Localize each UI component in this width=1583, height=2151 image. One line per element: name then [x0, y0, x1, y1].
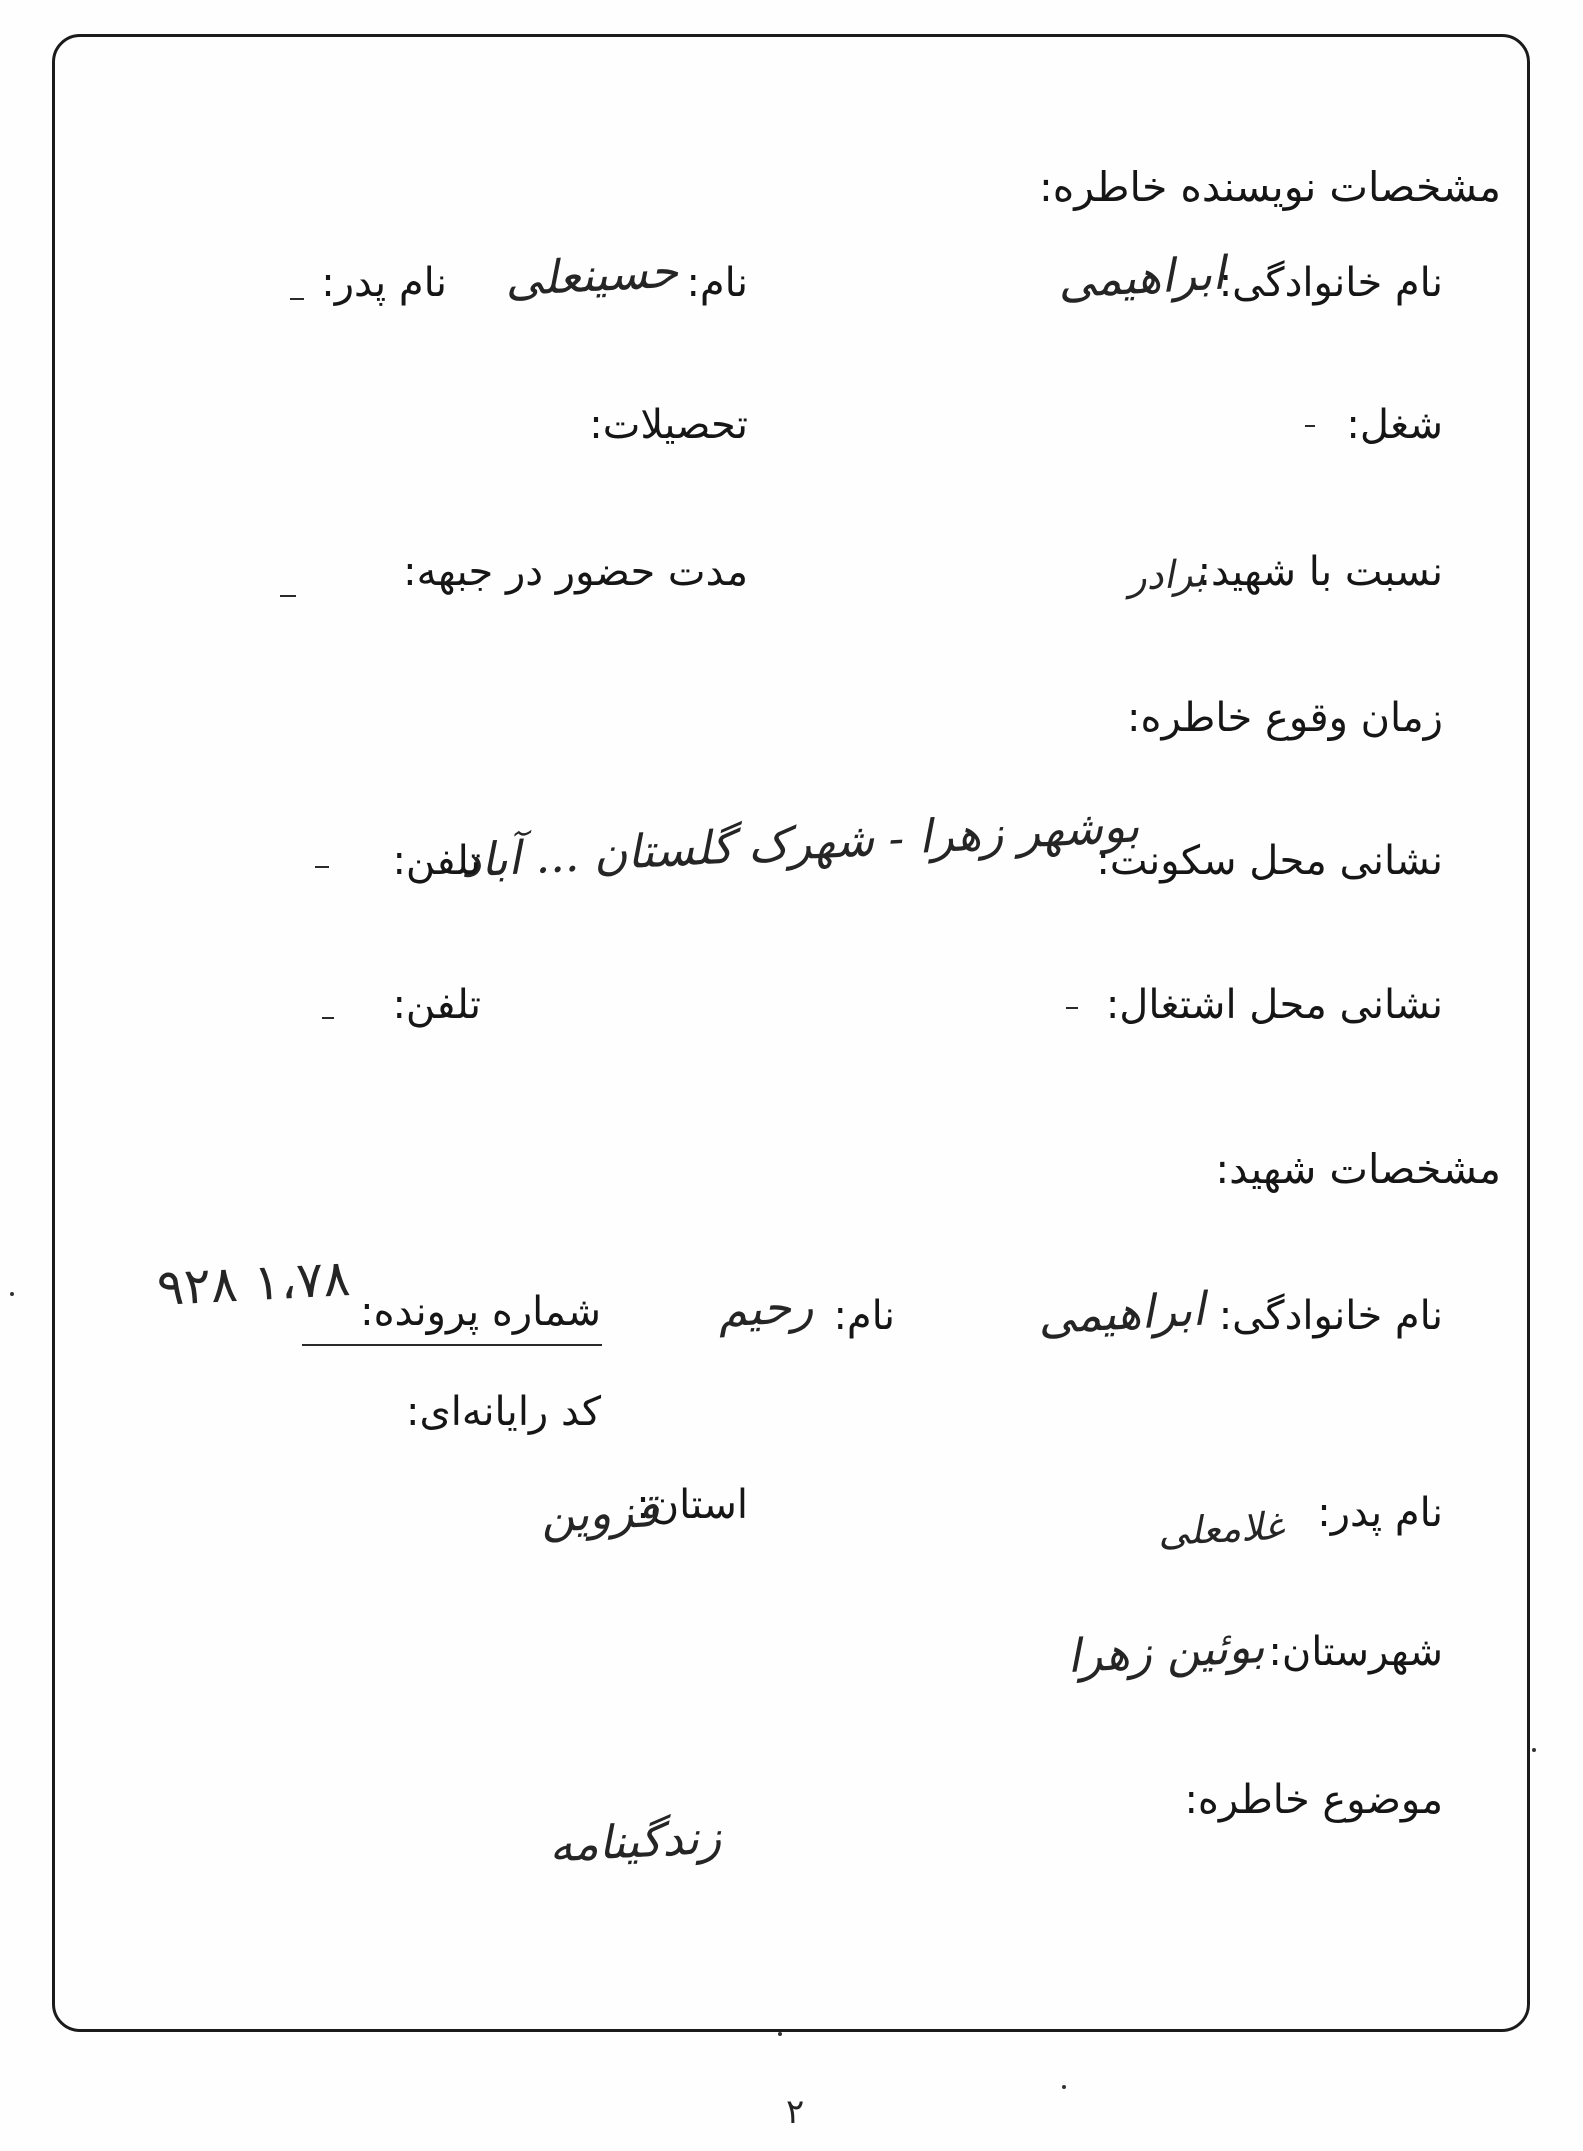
martyr-memory-topic-label: موضوع خاطره: — [1184, 1777, 1443, 1823]
martyr-province-value: قزوین — [539, 1482, 660, 1544]
writer-home-address-value: بوشهر زهرا - شهرک گلستان ... آباد — [459, 798, 1141, 888]
martyr-file-number-value: ۱،۷۸ ۹۲۸ — [155, 1248, 352, 1318]
page-number: ۲ — [786, 2092, 805, 2132]
martyr-father-name-value: غلامعلی — [1156, 1503, 1285, 1555]
martyr-province-label: استان: — [636, 1482, 748, 1528]
writer-job-dash — [1305, 425, 1315, 427]
writer-work-phone-label: تلفن: — [392, 982, 481, 1028]
writer-home-phone-label: تلفن: — [392, 838, 481, 884]
writer-first-name-label: نام: — [686, 260, 748, 306]
writer-father-name-dash — [290, 298, 304, 300]
martyr-family-name-label: نام خانوادگی: — [1218, 1293, 1443, 1339]
writer-relation-label: نسبت با شهید: — [1197, 549, 1443, 595]
writer-relation-value: برادر — [1126, 551, 1207, 599]
writer-father-name-label: نام پدر: — [321, 260, 447, 306]
form-border — [52, 34, 1530, 2032]
scan-speck — [10, 1292, 14, 1296]
scan-speck — [778, 2032, 782, 2036]
martyr-computer-code-label: کد رایانه‌ای: — [406, 1389, 601, 1435]
martyr-file-number-underline — [302, 1344, 602, 1346]
writer-section-heading: مشخصات نویسنده خاطره: — [1038, 163, 1501, 211]
writer-family-name-value: ابراهیمی — [1056, 245, 1227, 309]
scan-speck — [1532, 1748, 1536, 1752]
writer-front-duration-label: مدت حضور در جبهه: — [403, 549, 748, 595]
writer-front-duration-dash — [280, 595, 296, 597]
martyr-father-name-label: نام پدر: — [1317, 1490, 1443, 1536]
martyr-family-name-value: ابراهیمی — [1036, 1281, 1207, 1345]
martyr-section-heading: مشخصات شهید: — [1215, 1145, 1501, 1193]
martyr-city-label: شهرستان: — [1268, 1629, 1443, 1675]
writer-event-time-label: زمان وقوع خاطره: — [1127, 695, 1443, 741]
writer-work-address-label: نشانی محل اشتغال: — [1105, 982, 1443, 1028]
martyr-file-number-label: شماره پرونده: — [360, 1289, 601, 1335]
martyr-first-name-label: نام: — [833, 1293, 895, 1339]
writer-family-name-label: نام خانوادگی: — [1218, 260, 1443, 306]
martyr-city-value: بوئین زهرا — [1066, 1618, 1267, 1684]
writer-work-phone-dash — [322, 1017, 334, 1019]
writer-work-address-dash — [1066, 1007, 1078, 1009]
writer-education-label: تحصیلات: — [589, 402, 748, 448]
martyr-first-name-value: رحیم — [716, 1278, 815, 1338]
writer-home-address-label: نشانی محل سکونت: — [1096, 838, 1443, 884]
writer-home-phone-dash — [315, 866, 329, 868]
martyr-memory-topic-value: زندگینامه — [547, 1809, 723, 1873]
scan-speck — [1062, 2085, 1066, 2089]
writer-job-label: شغل: — [1346, 402, 1443, 448]
writer-first-name-value: حسینعلی — [503, 243, 680, 307]
